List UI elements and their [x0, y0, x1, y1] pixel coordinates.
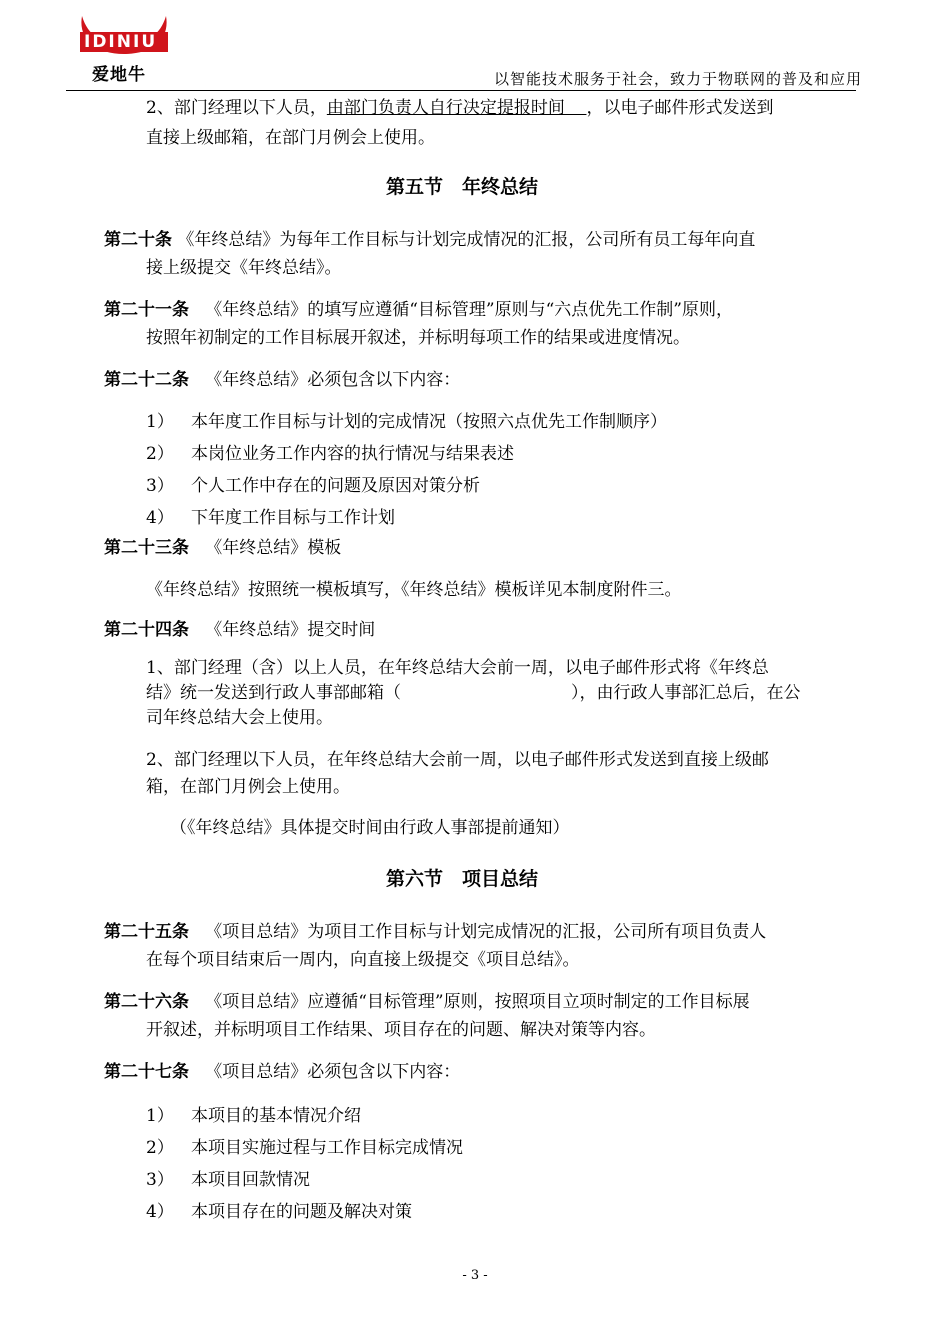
logo-text: IDINIU	[84, 32, 158, 52]
list-text: 本项目存在的问题及解决对策	[191, 1202, 412, 1222]
article-text: 《年终总结》提交时间	[205, 620, 376, 640]
article-text: 《年终总结》为每年工作目标与计划完成情况的汇报，公司所有员工每年向直	[177, 230, 756, 250]
top-underlined: 由部门负责人自行决定提报时间	[326, 98, 587, 118]
list-text: 下年度工作目标与工作计划	[191, 508, 395, 528]
article-22-line1	[104, 368, 460, 392]
list-text: 个人工作中存在的问题及原因对策分析	[191, 476, 480, 496]
article-label: 第二十七条	[104, 1062, 189, 1082]
article-21-line2: 按照年初制定的工作目标展开叙述，并标明每项工作的结果或进度情况。	[146, 328, 690, 348]
article-label: 第二十二条	[104, 370, 189, 390]
header-tagline: 以智能技术服务于社会，致力于物联网的普及和应用	[493, 70, 862, 88]
article-label: 第二十一条	[104, 300, 189, 320]
top-suffix: ，以电子邮件形式发送到	[586, 98, 774, 118]
article-label: 第二十六条	[104, 992, 189, 1012]
list-number: 4）	[146, 508, 174, 528]
list-text: 本项目的基本情况介绍	[191, 1106, 361, 1126]
article-27-line1	[104, 1060, 460, 1084]
article-label: 第二十五条	[104, 922, 189, 942]
top-paragraph-line1	[146, 96, 773, 120]
article-text: 《项目总结》为项目工作目标与计划完成情况的汇报，公司所有项目负责人	[205, 922, 767, 942]
article-24-p1-line1: 1、部门经理（含）以上人员，在年终总结大会前一周，以电子邮件形式将《年终总	[146, 658, 769, 678]
logo-name: 爱地牛	[92, 65, 146, 85]
top-prefix: 2、部门经理以下人员，	[146, 98, 327, 118]
article-24-p1-line2: 结》统一发送到行政人事部邮箱（ ），由行政人事部汇总后，在公	[146, 683, 801, 703]
article-24-line1	[104, 618, 375, 642]
article-25-line2: 在每个项目结束后一周内，向直接上级提交《项目总结》。	[146, 950, 580, 970]
list-number: 4）	[146, 1202, 174, 1222]
list-number: 2）	[146, 444, 174, 464]
list-number: 1）	[146, 412, 174, 432]
article-20-line1	[104, 228, 755, 252]
article-26-line1	[104, 990, 750, 1014]
article-24-p2-line1: 2、部门经理以下人员，在年终总结大会前一周，以电子邮件形式发送到直接上级邮	[146, 750, 769, 770]
list-number: 3）	[146, 1170, 174, 1190]
article-24-p1-line3: 司年终总结大会上使用。	[146, 708, 333, 728]
section6-heading: 第六节 项目总结	[386, 868, 539, 890]
list-number: 2）	[146, 1138, 174, 1158]
article-21-line1	[104, 298, 733, 322]
article-23-line1	[104, 536, 341, 560]
article-text: 《年终总结》模板	[205, 538, 342, 558]
article-24-p2-line2: 箱，在部门月例会上使用。	[146, 777, 350, 797]
article-20-line2: 接上级提交《年终总结》。	[146, 258, 342, 278]
article-24-note: （《年终总结》具体提交时间由行政人事部提前通知）	[170, 818, 570, 838]
article-text: 《项目总结》必须包含以下内容：	[205, 1062, 461, 1082]
list-text: 本岗位业务工作内容的执行情况与结果表述	[191, 444, 514, 464]
list-item	[146, 506, 395, 530]
page-number: - 3 -	[462, 1268, 488, 1283]
article-label: 第二十三条	[104, 538, 189, 558]
list-item	[146, 1136, 463, 1160]
article-25-line1	[104, 920, 766, 944]
list-text: 本项目回款情况	[191, 1170, 310, 1190]
list-item	[146, 474, 480, 498]
article-26-line2: 开叙述，并标明项目工作结果、项目存在的问题、解决对策等内容。	[146, 1020, 656, 1040]
article-label: 第二十四条	[104, 620, 189, 640]
article-label: 第二十条	[104, 230, 172, 250]
header-divider	[66, 90, 856, 91]
list-number: 3）	[146, 476, 174, 496]
article-text: 《项目总结》应遵循“目标管理”原则，按照项目立项时制定的工作目标展	[205, 992, 750, 1012]
section5-heading: 第五节 年终总结	[386, 176, 539, 198]
list-item	[146, 442, 514, 466]
list-item	[146, 1168, 310, 1192]
list-text: 本项目实施过程与工作目标完成情况	[191, 1138, 463, 1158]
article-23-body: 《年终总结》按照统一模板填写，《年终总结》模板详见本制度附件三。	[146, 580, 682, 600]
article-text: 《年终总结》的填写应遵循“目标管理”原则与“六点优先工作制”原则，	[205, 300, 733, 320]
top-paragraph-line2: 直接上级邮箱，在部门月例会上使用。	[146, 128, 435, 148]
list-item	[146, 1200, 412, 1224]
article-text: 《年终总结》必须包含以下内容：	[205, 370, 461, 390]
list-number: 1）	[146, 1106, 174, 1126]
list-item	[146, 410, 667, 434]
list-text: 本年度工作目标与计划的完成情况（按照六点优先工作制顺序）	[191, 412, 667, 432]
list-item	[146, 1104, 361, 1128]
